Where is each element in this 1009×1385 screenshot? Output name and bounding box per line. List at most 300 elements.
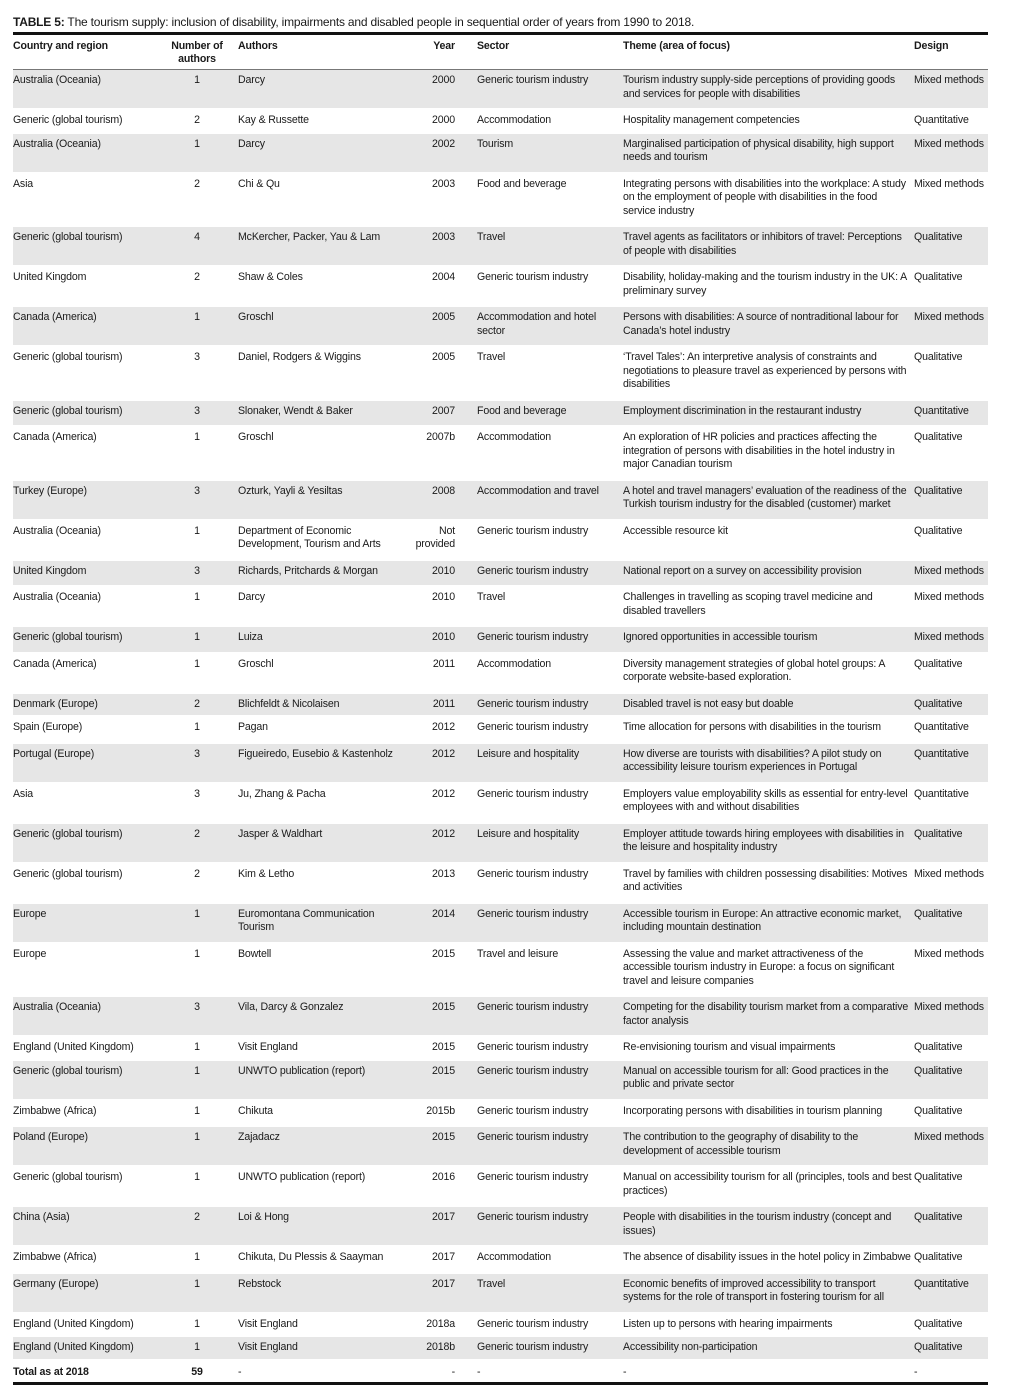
header-year: Year	[433, 40, 455, 52]
table-row	[13, 133, 988, 173]
cell-theme: Travel by families with children possessing disabilities: Motives and activities	[623, 867, 908, 893]
cell-country: Asia	[13, 787, 34, 800]
cell-sector: Travel	[477, 591, 506, 603]
cell-year: 2015	[432, 947, 455, 960]
cell-year: 2010	[432, 564, 455, 577]
cell-number-of-authors: 1	[194, 1041, 200, 1053]
header-authors: Authors	[238, 40, 278, 52]
tourism-supply-table	[13, 32, 988, 1385]
cell-country: Europe	[13, 907, 47, 920]
cell-theme: Manual on accessibility tourism for all (principles, tools and best practices)	[623, 1171, 912, 1197]
cell-theme: Listen up to persons with hearing impairments	[623, 1317, 833, 1330]
cell-sector: Generic tourism industry	[477, 721, 589, 733]
cell-sector: Generic tourism industry	[477, 1104, 589, 1117]
table-row	[13, 520, 988, 560]
cell-country: Asia	[13, 177, 34, 190]
cell-year: 2000	[432, 114, 455, 126]
cell-theme: Travel agents as facilitators or inhibitors of travel: Perceptions of people with disabilities	[623, 231, 902, 257]
cell-authors: Zajadacz	[238, 1131, 280, 1143]
cell-number-of-authors: 1	[194, 524, 200, 537]
cell-number-of-authors: 1	[194, 657, 200, 670]
cell-sector: Generic tourism industry	[477, 697, 589, 710]
cell-theme: Incorporating persons with disabilities in tourism planning	[623, 1104, 883, 1117]
cell-theme: Ignored opportunities in accessible tourism	[623, 631, 818, 643]
cell-number-of-authors: 1	[194, 137, 200, 150]
table-row	[13, 266, 988, 306]
cell-authors: Chikuta	[238, 1104, 273, 1117]
cell-year: 2005	[432, 311, 455, 323]
total-sector-dash: -	[477, 1365, 481, 1378]
cell-sector: Travel	[477, 1277, 506, 1290]
total-row	[13, 1360, 988, 1384]
cell-design: Qualitative	[914, 827, 963, 840]
cell-country: Generic (global tourism)	[13, 827, 123, 840]
header-design: Design	[914, 40, 949, 52]
cell-design: Qualitative	[914, 1104, 963, 1117]
cell-authors: Groschl	[238, 657, 274, 670]
cell-country: Zimbabwe (Africa)	[13, 1104, 97, 1117]
cell-design: Qualitative	[914, 484, 963, 497]
cell-authors: Rebstock	[238, 1277, 281, 1290]
cell-number-of-authors: 3	[194, 484, 200, 497]
cell-design: Qualitative	[914, 1251, 963, 1263]
cell-country: Generic (global tourism)	[13, 114, 123, 126]
cell-theme: Disabled travel is not easy but doable	[623, 697, 794, 710]
cell-design: Qualitative	[914, 1171, 963, 1183]
cell-sector: Accommodation and hotel sector	[477, 311, 597, 337]
cell-design: Qualitative	[914, 351, 963, 363]
cell-year: 2015	[432, 1041, 455, 1053]
table-row	[13, 173, 988, 227]
cell-sector: Generic tourism industry	[477, 74, 589, 86]
cell-authors: Visit England	[238, 1317, 298, 1330]
cell-number-of-authors: 1	[194, 1131, 200, 1143]
total-design-dash: -	[914, 1365, 918, 1378]
cell-authors: UNWTO publication (report)	[238, 1171, 366, 1183]
cell-year: 2010	[432, 591, 455, 603]
cell-number-of-authors: 1	[194, 431, 200, 443]
cell-design: Qualitative	[914, 1317, 963, 1330]
table-row	[13, 480, 988, 520]
cell-number-of-authors: 1	[194, 1171, 200, 1183]
cell-sector: Leisure and hospitality	[477, 827, 579, 840]
cell-theme: Persons with disabilities: A source of nontraditional labour for Canada’s hotel industry	[623, 311, 899, 337]
total-label: Total as at 2018	[13, 1365, 89, 1378]
cell-number-of-authors: 2	[194, 271, 200, 283]
table-row	[13, 653, 988, 693]
cell-design: Quantitative	[914, 721, 969, 733]
cell-year: 2011	[432, 697, 455, 710]
cell-sector: Travel	[477, 231, 506, 243]
cell-sector: Travel	[477, 351, 506, 363]
table-row	[13, 1206, 988, 1246]
table-caption	[13, 15, 694, 29]
table-row	[13, 306, 988, 346]
cell-country: Europe	[13, 947, 47, 960]
cell-sector: Tourism	[477, 137, 514, 150]
cell-number-of-authors: 1	[194, 1277, 200, 1290]
cell-year: 2010	[432, 631, 455, 643]
cell-sector: Generic tourism industry	[477, 787, 589, 800]
cell-authors: Euromontana Communication Tourism	[238, 907, 375, 933]
cell-country: Generic (global tourism)	[13, 631, 123, 643]
table-row	[13, 226, 988, 266]
cell-year: 2015	[432, 1131, 455, 1143]
cell-country: Generic (global tourism)	[13, 1064, 123, 1077]
cell-theme: People with disabilities in the tourism industry (concept and issues)	[623, 1211, 892, 1237]
cell-year: 2007	[432, 404, 455, 417]
cell-country: Generic (global tourism)	[13, 404, 123, 417]
cell-year: 2012	[432, 827, 455, 840]
cell-number-of-authors: 2	[194, 177, 200, 190]
total-authors: 59	[191, 1365, 203, 1378]
cell-authors: Department of Economic Development, Tourism and Arts	[238, 524, 381, 550]
cell-country: Generic (global tourism)	[13, 351, 123, 363]
cell-authors: Shaw & Coles	[238, 271, 303, 283]
cell-number-of-authors: 2	[194, 827, 200, 840]
table-row	[13, 586, 988, 626]
cell-sector: Generic tourism industry	[477, 1171, 589, 1183]
cell-sector: Generic tourism industry	[477, 1211, 589, 1223]
cell-country: Spain (Europe)	[13, 721, 83, 733]
cell-theme: Competing for the disability tourism market from a comparative factor analysis	[623, 1001, 909, 1027]
cell-authors: Chi & Qu	[238, 177, 280, 190]
cell-theme: The absence of disability issues in the hotel policy in Zimbabwe	[623, 1251, 911, 1263]
cell-design: Quantitative	[914, 404, 969, 417]
cell-year: 2003	[432, 177, 455, 190]
total-year-dash: -	[451, 1365, 455, 1378]
cell-country: Portugal (Europe)	[13, 747, 95, 760]
cell-design: Quantitative	[914, 787, 969, 800]
cell-authors: Slonaker, Wendt & Baker	[238, 404, 353, 417]
cell-sector: Generic tourism industry	[477, 907, 589, 920]
cell-number-of-authors: 1	[194, 1251, 200, 1263]
table-row	[13, 693, 988, 717]
cell-number-of-authors: 2	[194, 697, 200, 710]
cell-number-of-authors: 1	[194, 1064, 200, 1077]
cell-authors: Richards, Pritchards & Morgan	[238, 564, 378, 577]
cell-country: Australia (Oceania)	[13, 591, 101, 603]
cell-year: 2002	[432, 137, 455, 150]
cell-sector: Generic tourism industry	[477, 1001, 589, 1013]
cell-theme: National report on a survey on accessibility provision	[623, 564, 862, 577]
cell-authors: Bowtell	[238, 947, 272, 960]
cell-year: 2014	[432, 907, 455, 920]
cell-theme: Employers value employability skills as essential for entry-level employees with and without disabilities	[623, 787, 908, 813]
cell-authors: Groschl	[238, 431, 274, 443]
total-theme-dash: -	[623, 1365, 627, 1378]
cell-number-of-authors: 3	[194, 564, 200, 577]
table-row	[13, 70, 988, 110]
cell-country: Poland (Europe)	[13, 1131, 88, 1143]
cell-theme: Disability, holiday-making and the tourism industry in the UK: A preliminary survey	[623, 271, 907, 297]
cell-authors: Kay & Russette	[238, 114, 309, 126]
cell-theme: A hotel and travel managers’ evaluation of the readiness of the Turkish tourism industry for the disabled (customer) market	[623, 484, 907, 510]
cell-sector: Food and beverage	[477, 177, 567, 190]
cell-authors: Chikuta, Du Plessis & Saayman	[238, 1251, 384, 1263]
cell-authors: Daniel, Rodgers & Wiggins	[238, 351, 361, 363]
cell-year: 2015b	[426, 1104, 455, 1117]
cell-number-of-authors: 3	[194, 787, 200, 800]
cell-design: Mixed methods	[914, 177, 984, 190]
cell-country: Generic (global tourism)	[13, 867, 123, 880]
cell-design: Mixed methods	[914, 867, 984, 880]
table-row	[13, 400, 988, 427]
cell-sector: Generic tourism industry	[477, 867, 589, 880]
cell-sector: Leisure and hospitality	[477, 747, 579, 760]
cell-authors: Groschl	[238, 311, 274, 323]
cell-year: 2018a	[426, 1317, 455, 1330]
cell-authors: Visit England	[238, 1041, 298, 1053]
table-row	[13, 823, 988, 863]
cell-theme: Economic benefits of improved accessibility to transport systems for the role of transport in fostering tourism for all	[623, 1277, 884, 1303]
cell-design: Qualitative	[914, 271, 963, 283]
cell-design: Quantitative	[914, 1277, 969, 1290]
cell-authors: Darcy	[238, 137, 265, 150]
table-row	[13, 903, 988, 943]
cell-theme: Accessible resource kit	[623, 524, 728, 537]
table-header-row	[13, 34, 988, 70]
cell-authors: Ozturk, Yayli & Yesiltas	[238, 484, 343, 497]
cell-design: Qualitative	[914, 1041, 963, 1053]
table-row	[13, 863, 988, 903]
cell-design: Qualitative	[914, 1211, 963, 1223]
cell-authors: Visit England	[238, 1341, 298, 1353]
cell-number-of-authors: 1	[194, 74, 200, 86]
cell-number-of-authors: 1	[194, 1104, 200, 1117]
cell-sector: Accommodation	[477, 1251, 552, 1263]
cell-year: 2016	[432, 1171, 455, 1183]
cell-theme: Employment discrimination in the restaurant industry	[623, 404, 862, 417]
cell-authors: Luiza	[238, 631, 263, 643]
cell-theme: Accessible tourism in Europe: An attractive economic market, including mountain destination	[623, 907, 902, 933]
cell-country: Generic (global tourism)	[13, 1171, 123, 1183]
table-row	[13, 1313, 988, 1337]
cell-authors: Loi & Hong	[238, 1211, 289, 1223]
cell-sector: Generic tourism industry	[477, 1131, 589, 1143]
cell-year: 2015	[432, 1001, 455, 1013]
cell-theme: Assessing the value and market attractiveness of the accessible tourism industry in Europe: a focus on significant travel and leisure companies	[623, 947, 895, 987]
cell-design: Qualitative	[914, 1341, 963, 1353]
cell-sector: Generic tourism industry	[477, 631, 589, 643]
cell-theme: ‘Travel Tales’: An interpretive analysis of constraints and negotiations to pleasure travel as experienced by persons with disabilities	[623, 351, 907, 390]
cell-design: Qualitative	[914, 431, 963, 443]
cell-year: 2007b	[426, 431, 455, 443]
cell-theme: Integrating persons with disabilities into the workplace: A study on the employment of people with disabilities in the food service industry	[623, 177, 906, 217]
cell-authors: Darcy	[238, 74, 265, 86]
cell-year: 2017	[432, 1277, 455, 1290]
cell-country: Zimbabwe (Africa)	[13, 1251, 97, 1263]
cell-country: Turkey (Europe)	[13, 484, 87, 497]
header-sector: Sector	[477, 40, 510, 52]
cell-authors: Figueiredo, Eusebio & Kastenholz	[238, 747, 393, 760]
cell-sector: Generic tourism industry	[477, 524, 589, 537]
cell-authors: McKercher, Packer, Yau & Lam	[238, 231, 381, 243]
table-row	[13, 996, 988, 1036]
cell-design: Mixed methods	[914, 137, 984, 150]
cell-year: 2012	[432, 747, 455, 760]
cell-sector: Generic tourism industry	[477, 564, 589, 577]
cell-country: United Kingdom	[13, 271, 87, 283]
cell-design: Qualitative	[914, 1064, 963, 1077]
header-theme: Theme (area of focus)	[623, 40, 730, 52]
table-row	[13, 426, 988, 480]
cell-theme: Diversity management strategies of global hotel groups: A corporate website-based exploration.	[623, 657, 885, 683]
cell-number-of-authors: 1	[194, 907, 200, 920]
cell-design: Mixed methods	[914, 631, 984, 643]
cell-number-of-authors: 2	[194, 114, 200, 126]
cell-sector: Generic tourism industry	[477, 1317, 589, 1330]
cell-sector: Accommodation	[477, 657, 552, 670]
cell-sector: Generic tourism industry	[477, 1041, 589, 1053]
cell-country: Canada (America)	[13, 657, 97, 670]
cell-theme: Time allocation for persons with disabilities in the tourism	[623, 721, 881, 733]
table-row	[13, 1336, 988, 1360]
cell-country: Canada (America)	[13, 311, 97, 323]
cell-country: China (Asia)	[13, 1211, 70, 1223]
table-row	[13, 109, 988, 133]
cell-country: Denmark (Europe)	[13, 697, 98, 710]
cell-design: Quantitative	[914, 747, 969, 760]
cell-country: Australia (Oceania)	[13, 74, 101, 86]
cell-design: Qualitative	[914, 657, 963, 670]
cell-authors: Kim & Letho	[238, 867, 295, 880]
table-row	[13, 716, 988, 743]
cell-authors: UNWTO publication (report)	[238, 1064, 366, 1077]
header-number-of-authors: Number of authors	[171, 40, 223, 65]
cell-number-of-authors: 2	[194, 867, 200, 880]
cell-theme: Tourism industry supply-side perceptions of providing goods and services for people with disabilities	[623, 74, 896, 100]
table-row	[13, 1036, 988, 1060]
cell-year: 2000	[432, 74, 455, 86]
cell-authors: Jasper & Waldhart	[238, 827, 323, 840]
cell-sector: Accommodation	[477, 114, 552, 126]
cell-sector: Travel and leisure	[477, 947, 559, 960]
table-row	[13, 943, 988, 997]
cell-theme: Challenges in travelling as scoping travel medicine and disabled travellers	[623, 591, 873, 617]
cell-year: 2011	[432, 657, 455, 670]
cell-number-of-authors: 1	[194, 1341, 200, 1353]
cell-year: 2017	[432, 1211, 455, 1223]
cell-sector: Generic tourism industry	[477, 1341, 589, 1353]
cell-year: Not provided	[415, 524, 455, 550]
cell-design: Mixed methods	[914, 74, 984, 86]
cell-year: 2013	[432, 867, 455, 880]
cell-theme: The contribution to the geography of disability to the development of accessible tourism	[623, 1131, 859, 1157]
cell-year: 2012	[432, 721, 455, 733]
cell-country: United Kingdom	[13, 564, 87, 577]
cell-design: Mixed methods	[914, 311, 984, 323]
cell-design: Mixed methods	[914, 564, 984, 577]
header-country: Country and region	[13, 40, 108, 52]
cell-design: Mixed methods	[914, 1131, 984, 1143]
cell-country: Canada (America)	[13, 431, 97, 443]
cell-number-of-authors: 1	[194, 631, 200, 643]
cell-design: Quantitative	[914, 114, 969, 126]
cell-country: Germany (Europe)	[13, 1277, 99, 1290]
cell-authors: Blichfeldt & Nicolaisen	[238, 697, 340, 710]
cell-country: Generic (global tourism)	[13, 231, 123, 243]
cell-design: Mixed methods	[914, 591, 984, 603]
cell-theme: Hospitality management competencies	[623, 114, 800, 126]
cell-sector: Accommodation and travel	[477, 484, 599, 497]
cell-sector: Generic tourism industry	[477, 271, 589, 283]
total-authors-dash: -	[238, 1365, 242, 1378]
cell-number-of-authors: 1	[194, 721, 200, 733]
cell-design: Qualitative	[914, 231, 963, 243]
cell-design: Mixed methods	[914, 1001, 984, 1013]
table-row	[13, 1126, 988, 1166]
cell-number-of-authors: 3	[194, 1001, 200, 1013]
table-row	[13, 560, 988, 587]
cell-number-of-authors: 1	[194, 1317, 200, 1330]
cell-theme: Re-envisioning tourism and visual impairments	[623, 1041, 836, 1053]
table-row	[13, 1273, 988, 1313]
table-row	[13, 1100, 988, 1127]
cell-sector: Food and beverage	[477, 404, 567, 417]
cell-theme: How diverse are tourists with disabilities? A pilot study on accessibility leisure tourism experiences in Portugal	[623, 747, 882, 773]
cell-authors: Darcy	[238, 591, 265, 603]
cell-year: 2012	[432, 787, 455, 800]
cell-design: Qualitative	[914, 907, 963, 920]
table-row	[13, 1246, 988, 1273]
cell-number-of-authors: 1	[194, 947, 200, 960]
cell-country: Australia (Oceania)	[13, 524, 101, 537]
cell-year: 2015	[432, 1064, 455, 1077]
cell-authors: Vila, Darcy & Gonzalez	[238, 1001, 344, 1013]
cell-design: Qualitative	[914, 524, 963, 537]
cell-year: 2004	[432, 271, 455, 283]
cell-authors: Pagan	[238, 721, 268, 733]
cell-country: England (United Kingdom)	[13, 1041, 134, 1053]
caption-label: TABLE 5:	[13, 15, 65, 29]
table-row	[13, 346, 988, 400]
caption-text: The tourism supply: inclusion of disability, impairments and disabled people in sequential order of years from 1990 to 2018.	[64, 15, 695, 29]
table-row	[13, 783, 988, 823]
cell-year: 2005	[432, 351, 455, 363]
cell-number-of-authors: 1	[194, 591, 200, 603]
table-row	[13, 626, 988, 653]
table-row	[13, 1060, 988, 1100]
cell-year: 2003	[432, 231, 455, 243]
table-row	[13, 743, 988, 783]
cell-sector: Generic tourism industry	[477, 1064, 589, 1077]
cell-country: England (United Kingdom)	[13, 1341, 134, 1353]
cell-number-of-authors: 4	[194, 231, 200, 243]
cell-country: Australia (Oceania)	[13, 1001, 101, 1013]
cell-theme: Employer attitude towards hiring employees with disabilities in the leisure and hospitality industry	[623, 827, 904, 853]
cell-number-of-authors: 3	[194, 747, 200, 760]
cell-number-of-authors: 3	[194, 404, 200, 417]
cell-sector: Accommodation	[477, 431, 552, 443]
cell-theme: Accessibility non-participation	[623, 1341, 758, 1353]
cell-design: Qualitative	[914, 697, 963, 710]
cell-year: 2017	[432, 1251, 455, 1263]
cell-design: Mixed methods	[914, 947, 984, 960]
cell-number-of-authors: 1	[194, 311, 200, 323]
cell-number-of-authors: 2	[194, 1211, 200, 1223]
cell-year: 2008	[432, 484, 455, 497]
cell-year: 2018b	[426, 1341, 455, 1353]
cell-theme: Manual on accessible tourism for all: Good practices in the public and private sector	[623, 1064, 889, 1090]
cell-theme: Marginalised participation of physical disability, high support needs and tourism	[623, 137, 894, 163]
table-row	[13, 1166, 988, 1206]
cell-country: Australia (Oceania)	[13, 137, 101, 150]
cell-country: England (United Kingdom)	[13, 1317, 134, 1330]
cell-theme: An exploration of HR policies and practices affecting the integration of persons with disabilities in the hotel industry in major Canadian tourism	[623, 431, 895, 470]
cell-number-of-authors: 3	[194, 351, 200, 363]
cell-authors: Ju, Zhang & Pacha	[238, 787, 326, 800]
